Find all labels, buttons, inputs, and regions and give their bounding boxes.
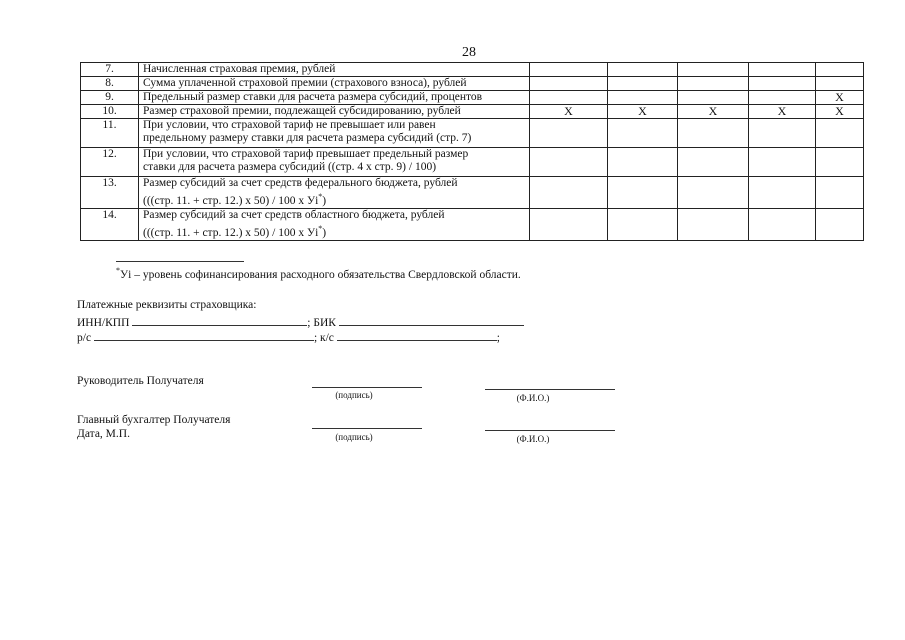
table-cell (678, 119, 749, 148)
table-cell (816, 119, 864, 148)
table-cell (749, 63, 816, 77)
table-cell (530, 177, 608, 209)
row-number: 10. (81, 105, 139, 119)
accounts-line (77, 329, 500, 345)
footnote-mark: * (116, 266, 120, 275)
row-number: 7. (81, 63, 139, 77)
row-description: Предельный размер ставки для расчета размера субсидий, процентов (139, 91, 530, 105)
name-caption: (Ф.И.О.) (516, 393, 550, 403)
table-cell (749, 177, 816, 209)
head-of-recipient-label: Руководитель Получателя (77, 375, 204, 387)
inn-field[interactable] (132, 314, 307, 326)
table-row (81, 177, 864, 209)
ks-field[interactable] (337, 329, 497, 341)
table-cell (608, 208, 678, 240)
row-number: 14. (81, 208, 139, 240)
table-cell (749, 77, 816, 91)
table-cell (608, 77, 678, 91)
rs-field[interactable] (94, 329, 314, 341)
table-cell: Х (530, 105, 608, 119)
table-row (81, 77, 864, 91)
head-signature-line[interactable] (312, 387, 422, 388)
table-cell (530, 77, 608, 91)
table-cell (749, 148, 816, 177)
footnote-separator (116, 261, 244, 262)
table-cell: Х (608, 105, 678, 119)
table-cell (678, 148, 749, 177)
table-cell (816, 77, 864, 91)
row-description: Размер страховой премии, подлежащей субсидированию, рублей (139, 105, 530, 119)
payment-details-heading: Платежные реквизиты страховщика: (77, 299, 257, 311)
head-name-line[interactable] (485, 389, 615, 390)
table-row (81, 105, 864, 119)
rs-label: р/с (77, 332, 92, 344)
row-description: Начисленная страховая премия, рублей (139, 63, 530, 77)
footnote-text: Уi – уровень софинансирования расходного обязательства Свердловской области. (120, 268, 521, 281)
row-number: 11. (81, 119, 139, 148)
table-cell (608, 177, 678, 209)
inn-label: ИНН/КПП (77, 317, 130, 329)
table-cell (608, 91, 678, 105)
table-cell (678, 177, 749, 209)
accountant-signature-line[interactable] (312, 428, 422, 429)
table-cell (816, 148, 864, 177)
table-row (81, 119, 864, 148)
table-cell (530, 148, 608, 177)
table-row (81, 63, 864, 77)
row-description: При условии, что страховой тариф не превышает или равен предельному размеру ставки для расчета размера субсидий (стр. 7) (139, 119, 530, 148)
table-cell (530, 119, 608, 148)
table-cell (816, 63, 864, 77)
table-cell (678, 77, 749, 91)
inn-bik-line (77, 314, 524, 330)
table-cell (678, 208, 749, 240)
footnote (116, 266, 521, 281)
page-number: 28 (462, 45, 476, 60)
end-mark: ; (496, 332, 500, 344)
row-number: 12. (81, 148, 139, 177)
table-cell (816, 208, 864, 240)
name-caption: (Ф.И.О.) (516, 434, 550, 444)
row-description: Размер субсидий за счет средств областного бюджета, рублей (((стр. 11. + стр. 12.) х 50) / 100 х Уi*) (139, 208, 530, 240)
table-cell: Х (816, 91, 864, 105)
table-cell: Х (678, 105, 749, 119)
signature-caption: (подпись) (335, 432, 373, 442)
table-row (81, 148, 864, 177)
accountant-name-line[interactable] (485, 430, 615, 431)
row-number: 13. (81, 177, 139, 209)
table-cell (608, 63, 678, 77)
table-cell (530, 208, 608, 240)
row-description: Сумма уплаченной страховой премии (страхового взноса), рублей (139, 77, 530, 91)
row-number: 8. (81, 77, 139, 91)
bik-field[interactable] (339, 314, 524, 326)
table-cell (608, 148, 678, 177)
signature-caption: (подпись) (335, 390, 373, 400)
table-row (81, 208, 864, 240)
table-cell (530, 63, 608, 77)
subsidy-calculation-table (80, 62, 864, 241)
ks-label: ; к/с (313, 332, 334, 344)
table-cell (678, 91, 749, 105)
row-description: Размер субсидий за счет средств федерального бюджета, рублей (((стр. 11. + стр. 12.) х 50) / 100 х Уi*) (139, 177, 530, 209)
row-description: При условии, что страховой тариф превышает предельный размер ставки для расчета размера субсидий ((стр. 4 х стр. 9) / 100) (139, 148, 530, 177)
table-cell: Х (816, 105, 864, 119)
table-cell (749, 91, 816, 105)
chief-accountant-label: Главный бухгалтер Получателя (77, 414, 231, 426)
table-cell (749, 208, 816, 240)
table-cell: Х (749, 105, 816, 119)
table-cell (816, 177, 864, 209)
date-stamp-label: Дата, М.П. (77, 428, 130, 440)
table-cell (678, 63, 749, 77)
table-cell (530, 91, 608, 105)
table-cell (749, 119, 816, 148)
table-row (81, 91, 864, 105)
row-number: 9. (81, 91, 139, 105)
bik-label: ; БИК (307, 317, 336, 329)
table-cell (608, 119, 678, 148)
